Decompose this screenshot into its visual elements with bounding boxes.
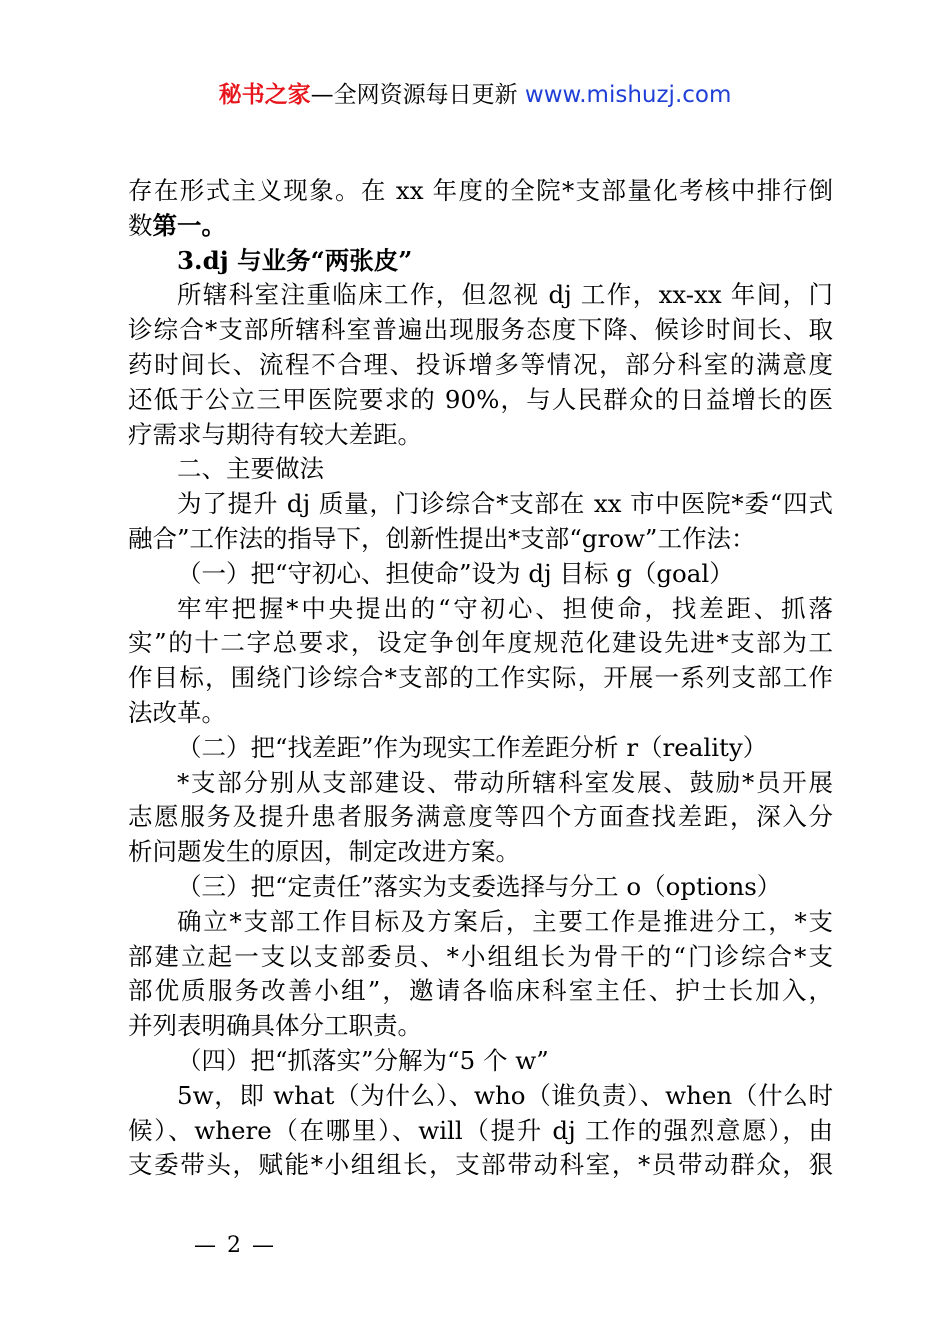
section-heading: 二、主要做法 [177,454,324,484]
paragraph-line: 疗需求与期待有较大差距。 [128,419,422,449]
paragraph-line: 所辖科室注重临床工作，但忽视 dj 工作，xx-xx 年间，门 [177,280,833,310]
text-fragment: 数 [128,210,153,240]
document-body [128,174,833,1183]
text-fragment-bold: 第一。 [152,210,226,240]
paragraph-line: 确立*支部工作目标及方案后，主要工作是推进分工，*支 [177,906,833,936]
subsection-heading: （二）把“找差距”作为现实工作差距分析 r（reality） [177,732,768,762]
paragraph-line: 诊综合*支部所辖科室普遍出现服务态度下降、候诊时间长、取 [128,315,833,345]
paragraph-line: 并列表明确具体分工职责。 [128,1011,422,1041]
subsection-heading: （三）把“定责任”落实为支委选择与分工 o（options） [177,871,782,901]
paragraph-line: 融合”工作法的指导下，创新性提出*支部“grow”工作法： [128,523,756,553]
paragraph-line: 5w，即 what（为什么）、who（谁负责）、when（什么时 [177,1080,833,1110]
subsection-heading: （一）把“守初心、担使命”设为 dj 目标 g（goal） [177,558,734,588]
paragraph-line: 候）、where（在哪里）、will（提升 dj 工作的强烈意愿），由 [128,1115,833,1145]
paragraph-line: 析问题发生的原因，制定改进方案。 [128,837,520,867]
paragraph-line: 支委带头，赋能*小组组长，支部带动科室，*员带动群众，狠 [128,1150,833,1180]
paragraph-line: 部建立起一支以支部委员、*小组组长为骨干的“门诊综合*支 [128,941,833,971]
paragraph-line: 作目标，围绕门诊综合*支部的工作实际，开展一系列支部工作 [128,663,833,693]
site-watermark-header [0,78,950,112]
paragraph-line: 法改革。 [128,697,226,727]
header-dash: — [310,82,334,108]
page-number: — 2 — [194,1233,276,1258]
header-url: www.mishuzj.com [524,82,732,108]
paragraph-line: 实”的十二字总要求，设定争创年度规范化建设先进*支部为工 [128,628,833,658]
paragraph-line [128,209,833,244]
paragraph-line: 牢牢把握*中央提出的“守初心、担使命，找差距、抓落 [177,593,833,623]
paragraph-line: 为了提升 dj 质量，门诊综合*支部在 xx 市中医院*委“四式 [177,489,833,519]
paragraph-line: 还低于公立三甲医院要求的 90%，与人民群众的日益增长的医 [128,384,833,414]
section-heading: 3.dj 与业务“两张皮” [177,245,413,275]
header-slogan: 全网资源每日更新 [333,82,525,108]
paragraph-line: 志愿服务及提升患者服务满意度等四个方面查找差距，深入分 [128,802,833,832]
paragraph-line: *支部分别从支部建设、带动所辖科室发展、鼓励*员开展 [177,767,833,797]
paragraph-line: 部优质服务改善小组”，邀请各临床科室主任、护士长加入， [128,976,833,1006]
paragraph-line: 存在形式主义现象。在 xx 年度的全院*支部量化考核中排行倒 [128,176,833,205]
brand-name: 秘书之家 [218,82,311,108]
paragraph-line: 药时间长、流程不合理、投诉增多等情况，部分科室的满意度 [128,349,833,379]
subsection-heading: （四）把“抓落实”分解为“5 个 w” [177,1045,549,1075]
